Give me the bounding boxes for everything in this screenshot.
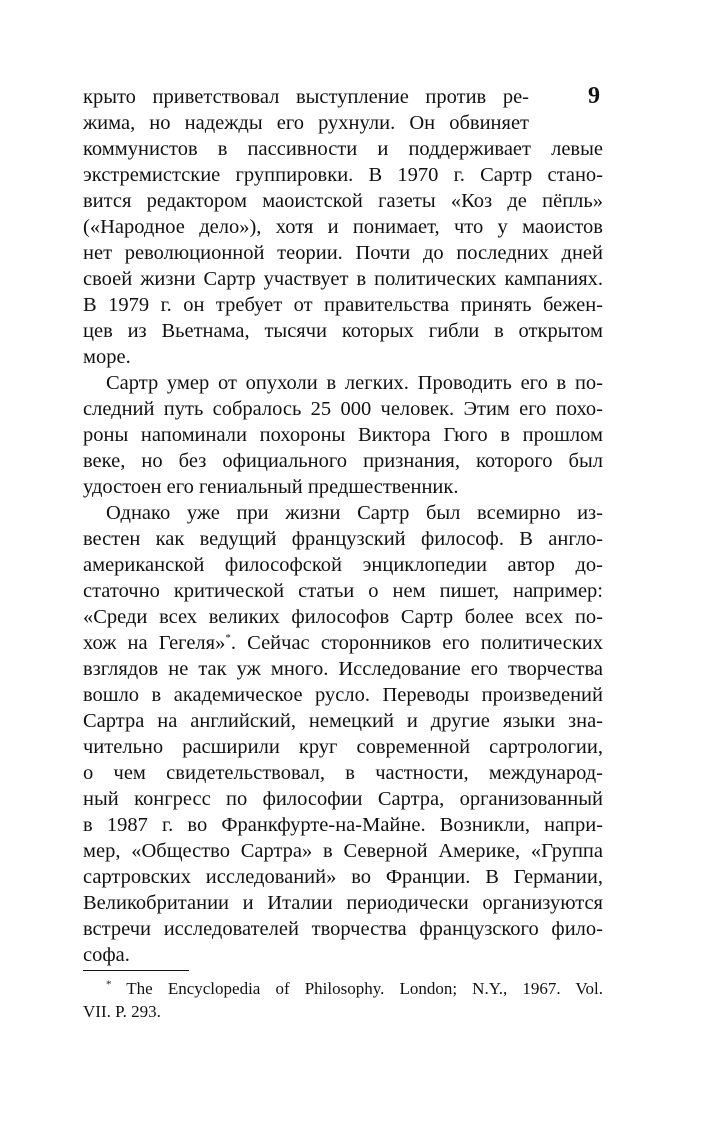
text-line: следний путь собралось 25 000 человек. Этим его похо-	[83, 398, 603, 420]
text-line: вится редактором маоистской газеты «Коз де пёпль»	[83, 190, 603, 212]
text-line: роны напоминали похороны Виктора Гюго в прошлом	[83, 424, 603, 446]
text-line: море.	[83, 346, 131, 368]
text-line-with-footnote-ref	[83, 630, 603, 656]
text-line: нет революционной теории. Почти до последних дней	[83, 242, 603, 264]
footnote-divider	[83, 970, 189, 971]
text-line: веке, но без официального признания, которого был	[83, 450, 603, 472]
text-line: экстремистские группировки. В 1970 г. Сартр стано-	[83, 164, 603, 186]
text-line: своей жизни Сартр участвует в политических кампаниях.	[83, 268, 603, 290]
text-line: Сартр умер от опухоли в легких. Проводить его в по-	[106, 372, 603, 394]
text-line: встречи исследователей творчества французского фило-	[83, 918, 603, 940]
text-line: взглядов не так уж много. Исследование его творчества	[83, 658, 603, 680]
text-line: крыто приветствовал выступление против ре-	[83, 86, 529, 108]
text-line: американской философской энциклопедии автор до-	[83, 554, 603, 576]
text-segment: хож на Гегеля»	[83, 632, 226, 654]
page-number: 9	[588, 83, 600, 109]
text-line: цев из Вьетнама, тысячи которых гибли в открытом	[83, 320, 603, 342]
text-line: статочно критической статьи о нем пишет, например:	[83, 580, 603, 602]
text-segment: . Сейчас сторонников его политических	[230, 632, 604, 654]
text-line: удостоен его гениальный предшественник.	[83, 476, 459, 498]
text-line: коммунистов в пассивности и поддерживает левые	[83, 138, 603, 160]
text-line: Сартра на английский, немецкий и другие языки зна-	[83, 710, 603, 732]
footnote-line: VII. P. 293.	[83, 1002, 161, 1021]
footnote-marker: *	[106, 978, 112, 991]
text-line: софа.	[83, 944, 130, 966]
text-line: «Среди всех великих философов Сартр более всех по-	[83, 606, 603, 628]
text-line: мер, «Общество Сартра» в Северной Америке, «Группа	[83, 840, 603, 862]
text-line: чительно расширили круг современной сартрологии,	[83, 736, 603, 758]
text-line: в 1987 г. во Франкфурте-на-Майне. Возникли, напри-	[83, 814, 603, 836]
text-line: Великобритании и Италии периодически организуются	[83, 892, 603, 914]
text-line: о чем свидетельствовал, в частности, международ-	[83, 762, 603, 784]
footnote-line	[106, 977, 603, 1000]
footnote-text: The Encyclopedia of Philosophy. London; N.Y., 1967. Vol.	[126, 979, 603, 998]
footnote-reference: *	[225, 632, 231, 645]
text-line: В 1979 г. он требует от правительства принять бежен-	[83, 294, 603, 316]
text-line: сартровских исследований» во Франции. В Германии,	[83, 866, 603, 888]
text-line: вошло в академическое русло. Переводы произведений	[83, 684, 603, 706]
text-line: («Народное дело»), хотя и понимает, что у маоистов	[83, 216, 603, 238]
text-line: ный конгресс по философии Сартра, организованный	[83, 788, 603, 810]
text-line: вестен как ведущий французский философ. В англо-	[83, 528, 603, 550]
text-line: жима, но надежды его рухнули. Он обвиняет	[83, 112, 529, 134]
text-line: Однако уже при жизни Сартр был всемирно из-	[106, 502, 603, 524]
